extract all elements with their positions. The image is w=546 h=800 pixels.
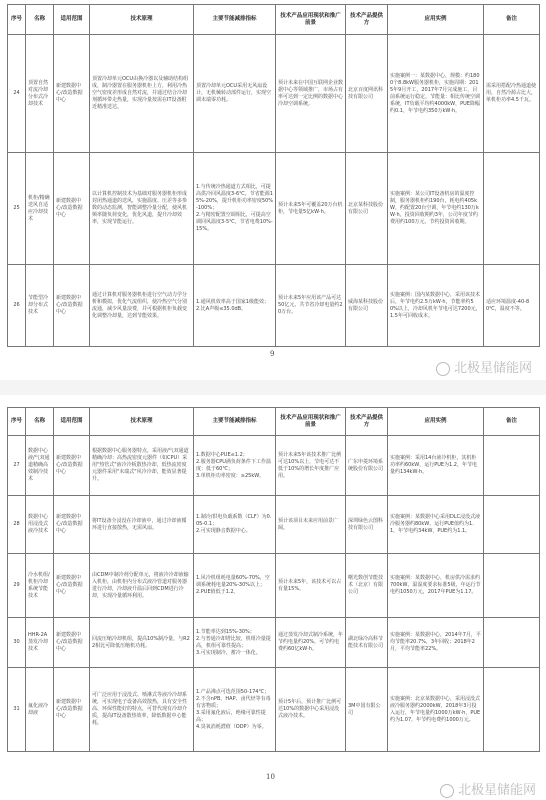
tech-name: 机柜/精确送风自适应冷却技术 <box>26 153 54 265</box>
tech-indicators <box>194 554 276 618</box>
header-example: 应用实例 <box>388 408 484 436</box>
table-row <box>8 35 540 153</box>
technology-table-page-2 <box>7 407 540 752</box>
row-number: 31 <box>8 668 26 752</box>
tech-indicators <box>194 153 276 265</box>
tech-name: 冷水机组/机柜冷却系统节能技术 <box>26 554 54 618</box>
tech-remark <box>484 496 540 554</box>
tech-example: 实施案例：某数据中心，机房供冷需求约700kW，温湿度要求标准5级，年运行节电约1050万元，2017年PUE为1.17。 <box>388 554 484 618</box>
tech-principle: 以计算机控制技术为基础对服务器机柜形成封闭热通道的送风，实施温度、压差等多参数的动态监测，智能调整冷量分配，使风机频率随负荷变化，优化风道，提升冷却效率，实现节能运行。 <box>90 153 194 265</box>
indicator-line: 1.节能率达到15%-30%； <box>196 628 255 635</box>
tech-remark <box>484 153 540 265</box>
watermark-logo-icon <box>436 362 450 376</box>
indicator-line: 2.与精密配置空调相比，可提高空调回风温度3-5℃，节省电费10%-15%。 <box>196 212 273 232</box>
tech-provider: 北京某科技股份有限公司 <box>346 153 388 265</box>
technology-table-page-1 <box>7 4 540 347</box>
tech-provider: 湖北绿冷高科节能技术有限公司 <box>346 618 388 668</box>
indicator-line: 1.风冷机组耗电量60%-70%，空调系统耗电量20%-30%以上； <box>196 575 270 588</box>
indicator-line: 3.可实现制冷、蓄冷一体化。 <box>196 649 261 656</box>
header-no: 序号 <box>8 408 26 436</box>
header-status: 技术产品应用现状和推广前景 <box>276 5 346 35</box>
tech-indicators <box>194 265 276 347</box>
tech-status: 预计未来5年可覆盖20万台机柜，节电量5亿kW·h。 <box>276 153 346 265</box>
tech-principle: 顶置冷却单元OCU由换冷器以及辅助结构组成，制冷器置在服务器机柜上方，利用冷热空气密度差形成自然对流，并通过结合冷却剂循环带走热量，实现冷量按需在IT设备附近精准送达。 <box>90 35 194 153</box>
header-scope: 适用范围 <box>54 408 90 436</box>
table-row <box>8 554 540 618</box>
tech-status: 通过蒸发冷却式制冷系统，年节约电量约20%，可节约电费约60亿kW·h。 <box>276 618 346 668</box>
row-number: 28 <box>8 496 26 554</box>
tech-remark: 适应环境温度-40-80℃，温度不等。 <box>484 265 540 347</box>
indicator-line: 2.不含nPB、HAP、卤代烃等有毒有害物质； <box>196 695 271 709</box>
row-number: 25 <box>8 153 26 265</box>
header-remark: 备注 <box>484 408 540 436</box>
tech-status: 预计未来在中国互联网企业数据中心等领域推广，市场占有率可达到一定比例的数据中心冷却空调系统。 <box>276 35 346 153</box>
indicator-line: 2.与普通冷却塔比较，机组冷量提高，机组可靠性提高； <box>196 635 271 649</box>
header-name: 名称 <box>26 408 54 436</box>
header-status: 技术产品应用现状和推广前景 <box>276 408 346 436</box>
header-name: 名称 <box>26 5 54 35</box>
tech-example: 实施案例：北京某数据中心，采用浸没式液冷服务器约2000kW，2018年3月投入运行，年节电量约1000万kW·h，PUE约为1.07，年节约电费约1000万元。 <box>388 668 484 752</box>
header-indicators: 主要节能减排指标 <box>194 408 276 436</box>
watermark-text: 北极星储能网 <box>457 783 536 798</box>
tech-name: HHR-2A蒸发冷却技术 <box>26 618 54 668</box>
header-principle: 技术原理 <box>90 5 194 35</box>
table-header-row <box>8 408 540 436</box>
row-number: 26 <box>8 265 26 347</box>
tech-status: 预计未来5年，该技术可以占有量15%。 <box>276 554 346 618</box>
tech-provider: 曙光数创节能技术（北京）有限公司 <box>346 554 388 618</box>
header-principle: 技术原理 <box>90 408 194 436</box>
tech-status: 预计未来5年应用该产品可达50亿元，共节省冷却电量约20万台。 <box>276 265 346 347</box>
tech-name: 数据中心液/气双通道精确高效制冷技术 <box>26 436 54 496</box>
table-row <box>8 668 540 752</box>
tech-indicators <box>194 496 276 554</box>
header-no: 序号 <box>8 5 26 35</box>
watermark-logo-icon <box>440 784 454 798</box>
indicator-line: 1.产品沸点可选范围50-174℃； <box>196 688 270 695</box>
table-row <box>8 618 540 668</box>
tech-remark <box>484 618 540 668</box>
tech-scope: 新建数据中心/改造数据中心 <box>54 265 90 347</box>
indicator-line: 1.通风机效率高于国家1级能效； <box>196 298 269 305</box>
tech-name: 节能型冷却分布式技术 <box>26 265 54 347</box>
watermark <box>440 779 536 798</box>
tech-name: 数据中心用浸没式液冷技术 <box>26 496 54 554</box>
indicator-line: 1.数据中心PUE≤1.2； <box>196 451 248 458</box>
table-header-row <box>8 5 540 35</box>
tech-principle: 由CDM中制冷剂分配单元，将液冷冷却液输入机柜，由机柜内分布式液冷管道对服务器进行冷却，冷却液升温后回到CDM进行冷却，实现冷量循环利用。 <box>90 554 194 618</box>
tech-indicators <box>194 668 276 752</box>
tech-provider: 广东申菱环境系统股份有限公司 <box>346 436 388 496</box>
tech-example: 实施案例：采用14台液冷机柜，其机柜功率约60kW，运行PUE为1.2，年节电量约134kW·h。 <box>388 436 484 496</box>
row-number: 29 <box>8 554 26 618</box>
indicator-line: 2.可实现静音数据中心。 <box>196 528 251 534</box>
tech-remark <box>484 554 540 618</box>
tech-example: 实施案例：某公司IT设备机房的温度控制，服务器机柜约190台，耗电约405kW，约配置20台空调，年节电约130万kW·h，投资回收期约3年，公司年度节约费用约100万元，节约投资回收期。 <box>388 153 484 265</box>
row-number: 27 <box>8 436 26 496</box>
tech-example: 实施案例一：某数据中心，规模：约1800个8.8kW服务器机柜，实施周期：2015年9月开工，2017年7月完成施工，目前系统运行稳定。节能量：相比传统空调系统，IT负载平均约4000kW，PUE降幅约0.1，年节电约350万kW·h。 <box>388 35 484 153</box>
tech-provider: 深圳绿色云图科技有限公司 <box>346 496 388 554</box>
tech-status: 预计5年后，预计推广比例可达10%的数据中心采用浸没式液冷技术。 <box>276 668 346 752</box>
tech-principle: 将IT设备全浸没在冷却液中，通过冷却液循环进行直接散热，无需风扇。 <box>90 496 194 554</box>
indicator-line: 2.服务器CPU满负荷条件下工作温度：低于60℃； <box>196 458 271 472</box>
tech-principle: 回流压缩冷却机组，提高10%制冷量，与R22相比可降低压缩机功耗。 <box>90 618 194 668</box>
table-row <box>8 436 540 496</box>
table-row <box>8 496 540 554</box>
indicator-line: 2.PUE值低于1.2。 <box>196 589 239 595</box>
tech-status: 预计未来5年该技术推广比例可达10%以上，节电可达不低于10%的增长年度推广应用。 <box>276 436 346 496</box>
header-example: 应用实例 <box>388 5 484 35</box>
tech-scope: 新建数据中心/改造数据中心 <box>54 618 90 668</box>
tech-principle: 根据数据中心服务器特点，采用液/气双通道精确冷却：高热流密度元器件（如CPU）采用"热管式"液冷冷板散热冷却，低热流密度元器件采用"末端式"风冷冷却，能效显著提升。 <box>90 436 194 496</box>
document-page-1 <box>0 0 546 380</box>
tech-indicators <box>194 436 276 496</box>
tech-indicators <box>194 618 276 668</box>
tech-name: 顶置自然对流冷却分布式冷却技术 <box>26 35 54 153</box>
header-indicators: 主要节能减排指标 <box>194 5 276 35</box>
header-scope: 适用范围 <box>54 5 90 35</box>
tech-example: 实施案例：某数据中心，2014年7月，平均节能率20.7%，3年回收；2018年2月，平均节能率22%。 <box>388 618 484 668</box>
tech-name: 氟化液冷却液 <box>26 668 54 752</box>
watermark <box>436 357 532 376</box>
indicator-line: 1.制冷/供电负载系数（CLF）为0.05-0.1； <box>196 514 272 527</box>
table-row <box>8 153 540 265</box>
header-provider: 技术产品提供方 <box>346 408 388 436</box>
tech-scope: 新建数据中心/改造数据中心 <box>54 554 90 618</box>
tech-remark <box>484 668 540 752</box>
row-number: 24 <box>8 35 26 153</box>
table-row <box>8 265 540 347</box>
tech-scope: 新建数据中心/改造数据中心 <box>54 153 90 265</box>
tech-scope: 新建数据中心/改造数据中心 <box>54 496 90 554</box>
indicator-line: 2.比A声级≤35.0dB。 <box>196 305 247 312</box>
indicator-line: 4.臭氧消耗潜值（ODP）为零。 <box>196 723 267 730</box>
tech-provider: 北京百度网讯科技有限公司 <box>346 35 388 153</box>
indicator-line: 3.单机柜功率密度：≥25kW。 <box>196 472 265 479</box>
tech-status: 预计该项目未来应用前景广阔。 <box>276 496 346 554</box>
tech-example: 实施案例：国内某数据中心，采用该技术后，年节电约2.5万kW·h，节能率约50%以上，冷却风机年节电可达7200元，1.5年可回收成本。 <box>388 265 484 347</box>
tech-remark <box>484 436 540 496</box>
tech-principle: 通过计算机对服务器机柜进行空气动力学分析和模拟，优化气流组织，使冷热空气分别流通，减少风量浪费，并可根据机柜负载变化调整冷却量，达到节能效果。 <box>90 265 194 347</box>
tech-indicators: 顶置冷却单元OCU采用无风扇设计，无机械转动部件运行，实现空调末端零功耗。 <box>194 35 276 153</box>
row-number: 30 <box>8 618 26 668</box>
page-number: 9 <box>270 350 275 358</box>
tech-scope: 新建数据中心/改造数据中心 <box>54 436 90 496</box>
indicator-line: 3.采用氟化液后，绝缘可靠性提高； <box>196 709 266 723</box>
header-remark: 备注 <box>484 5 540 35</box>
tech-scope: 新建数据中心/改造数据中心 <box>54 35 90 153</box>
tech-provider: 3M中国有限公司 <box>346 668 388 752</box>
indicator-line: 1.与传统冷热通道方式相比，可提高供冷回风温度3-6℃，节省能源15%-20%，提升机柜功率密度50%-100%； <box>196 184 273 211</box>
header-provider: 技术产品提供方 <box>346 5 388 35</box>
page-number: 10 <box>266 773 275 781</box>
tech-provider: 威海某科技股份有限公司 <box>346 265 388 347</box>
tech-example: 实施案例：某数据中心采用DLC浸没式液冷服务器约80kW，运行PUE值约为1.1，年节电约34kW，PUE约为1.1。 <box>388 496 484 554</box>
tech-scope: 新建数据中心/改造数据中心 <box>54 668 90 752</box>
tech-remark: 需采用搭配冷热通道使用，自然冷源占比大，单机柜功率4.5千瓦。 <box>484 35 540 153</box>
tech-principle: 可广泛应用于浸没式、喷淋式等液冷冷却系统，可实现电子设备高效散热，具有安全性高、环保性能好的特点，可替代现有冷却介质，提高IT设备散热效率，降低数据中心能耗。 <box>90 668 194 752</box>
document-page-2 <box>0 395 546 800</box>
watermark-text: 北极星储能网 <box>453 361 532 376</box>
